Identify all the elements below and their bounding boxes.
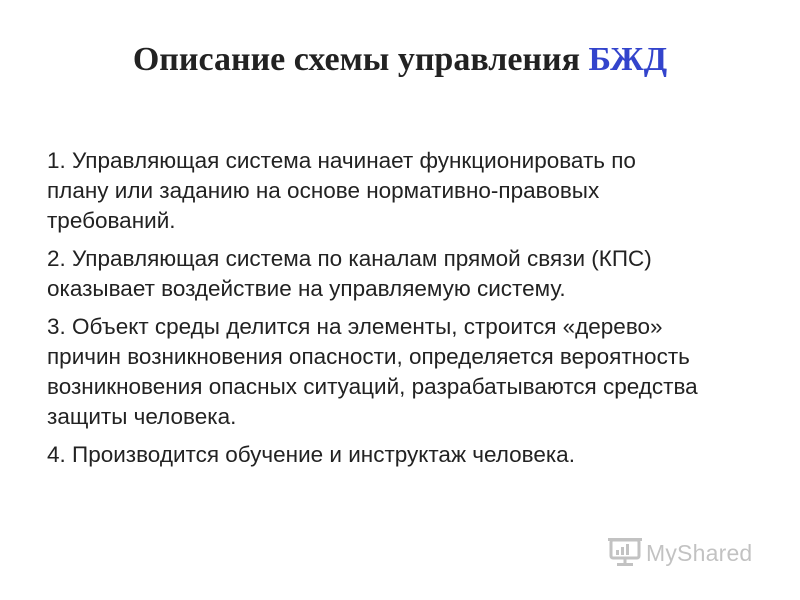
paragraph-2: 2. Управляющая система по каналам прямой связи (КПС) оказывает воздействие на управляемую систему.	[47, 246, 652, 301]
slide-body	[47, 146, 767, 478]
slide-title	[0, 38, 800, 82]
title-main-text: Описание схемы управления	[132, 41, 589, 78]
paragraph-3: 3. Объект среды делится на элементы, строится «дерево» причин возникновения опасности, определяется вероятность возникновения опасных ситуаций, разрабатываются средства защиты человека.	[47, 314, 698, 429]
title-accent-text: БЖД	[588, 41, 668, 78]
watermark-logo	[608, 536, 778, 570]
watermark-text: MyShared	[646, 539, 753, 566]
paragraph-4: 4. Производится обучение и инструктаж человека.	[47, 442, 575, 467]
presentation-board-icon	[608, 537, 642, 569]
paragraph-1: 1. Управляющая система начинает функционировать по плану или заданию на основе нормативно-правовых требований.	[47, 148, 636, 233]
